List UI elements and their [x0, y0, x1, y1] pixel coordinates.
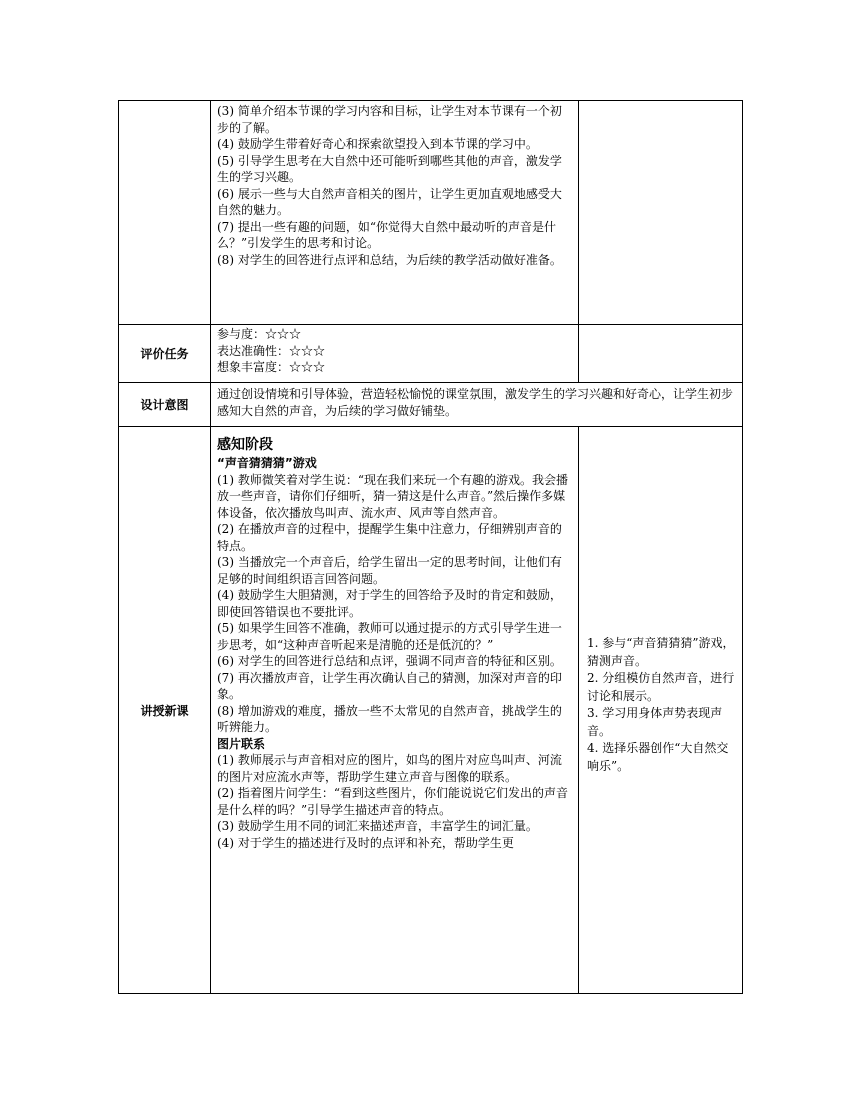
- teaching-row: [119, 427, 743, 994]
- picture-item: (1) 教师展示与声音相对应的图片，如鸟的图片对应鸟叫声、河流的图片对应流水声等，帮助学生建立声音与图像的联系。: [217, 753, 562, 784]
- game-item: (5) 如果学生回答不准确，教师可以通过提示的方式引导学生进一步思考，如“这种声音听起来是清脆的还是低沉的？”: [217, 621, 562, 652]
- evaluation-label: 评价任务: [119, 325, 211, 383]
- teaching-content-cell: [211, 427, 579, 994]
- design-text: 通过创设情境和引导体验，营造轻松愉悦的课堂氛围，激发学生的学习兴趣和好奇心，让学生初步感知大自然的声音，为后续的学习做好铺垫。: [217, 387, 734, 418]
- design-content-cell: [211, 383, 743, 427]
- intro-activity-cell: [579, 101, 743, 325]
- student-activity: 1. 参与“声音猜猜猜”游戏，猜测声音。: [587, 636, 735, 668]
- student-activity: 2. 分组模仿自然声音，进行讨论和展示。: [587, 671, 735, 703]
- intro-item: (8) 对学生的回答进行点评和总结，为后续的教学活动做好准备。: [217, 252, 562, 267]
- student-activity: 4. 选择乐器创作“大自然交响乐”。: [587, 741, 729, 773]
- evaluation-content-cell: [211, 325, 579, 383]
- intro-item: (6) 展示一些与大自然声音相关的图片，让学生更加直观地感受大自然的魅力。: [217, 186, 562, 217]
- stage-title: 感知阶段: [217, 437, 273, 453]
- picture-title: 图片联系: [217, 736, 266, 751]
- picture-item: (2) 指着图片问学生：“看到这些图片，你们能说说它们发出的声音是什么样的吗？”引导学生描述声音的特点。: [217, 786, 568, 817]
- game-item: (1) 教师微笑着对学生说：“现在我们来玩一个有趣的游戏。我会播放一些声音，请你们仔细听，猜一猜这是什么声音。”然后操作多媒体设备，依次播放鸟叫声、流水声、风声等自然声音。: [217, 472, 568, 520]
- evaluation-line: 参与度：☆☆☆: [217, 327, 302, 341]
- game-item: (2) 在播放声音的过程中，提醒学生集中注意力，仔细辨别声音的特点。: [217, 522, 562, 553]
- intro-item: (7) 提出一些有趣的问题，如“你觉得大自然中最动听的声音是什么？”引发学生的思考和讨论。: [217, 219, 556, 250]
- student-activity: 3. 学习用身体声势表现声音。: [587, 706, 723, 738]
- game-item: (3) 当播放完一个声音后，给学生留出一定的思考时间，让他们有足够的时间组织语言回答问题。: [217, 555, 562, 586]
- game-item: (8) 增加游戏的难度，播放一些不太常见的自然声音，挑战学生的听辨能力。: [217, 703, 562, 734]
- intro-row: [119, 101, 743, 325]
- intro-label-cell: [119, 101, 211, 325]
- design-row: [119, 383, 743, 427]
- teaching-label: 讲授新课: [119, 427, 211, 994]
- design-label: 设计意图: [119, 383, 211, 427]
- intro-item: (3) 简单介绍本节课的学习内容和目标，让学生对本节课有一个初步的了解。: [217, 104, 562, 135]
- intro-item: (4) 鼓励学生带着好奇心和探索欲望投入到本节课的学习中。: [217, 137, 538, 151]
- game-item: (7) 再次播放声音，让学生再次确认自己的猜测，加深对声音的印象。: [217, 670, 562, 701]
- intro-item: (5) 引导学生思考在大自然中还可能听到哪些其他的声音，激发学生的学习兴趣。: [217, 153, 562, 184]
- evaluation-activity-cell: [579, 325, 743, 383]
- game-title: “声音猜猜猜”游戏: [217, 456, 317, 470]
- game-item: (6) 对学生的回答进行总结和点评，强调不同声音的特征和区别。: [217, 654, 562, 668]
- evaluation-line: 想象丰富度：☆☆☆: [217, 360, 326, 374]
- picture-item: (4) 对于学生的描述进行及时的点评和补充，帮助学生更: [217, 835, 514, 850]
- picture-item: (3) 鼓励学生用不同的词汇来描述声音，丰富学生的词汇量。: [217, 819, 538, 833]
- evaluation-row: [119, 325, 743, 383]
- evaluation-line: 表达准确性：☆☆☆: [217, 343, 326, 358]
- student-activity-cell: [579, 427, 743, 994]
- game-item: (4) 鼓励学生大胆猜测，对于学生的回答给予及时的肯定和鼓励，即使回答错误也不要批评。: [217, 588, 562, 619]
- intro-content-cell: [211, 101, 579, 325]
- lesson-plan-table: [118, 100, 743, 994]
